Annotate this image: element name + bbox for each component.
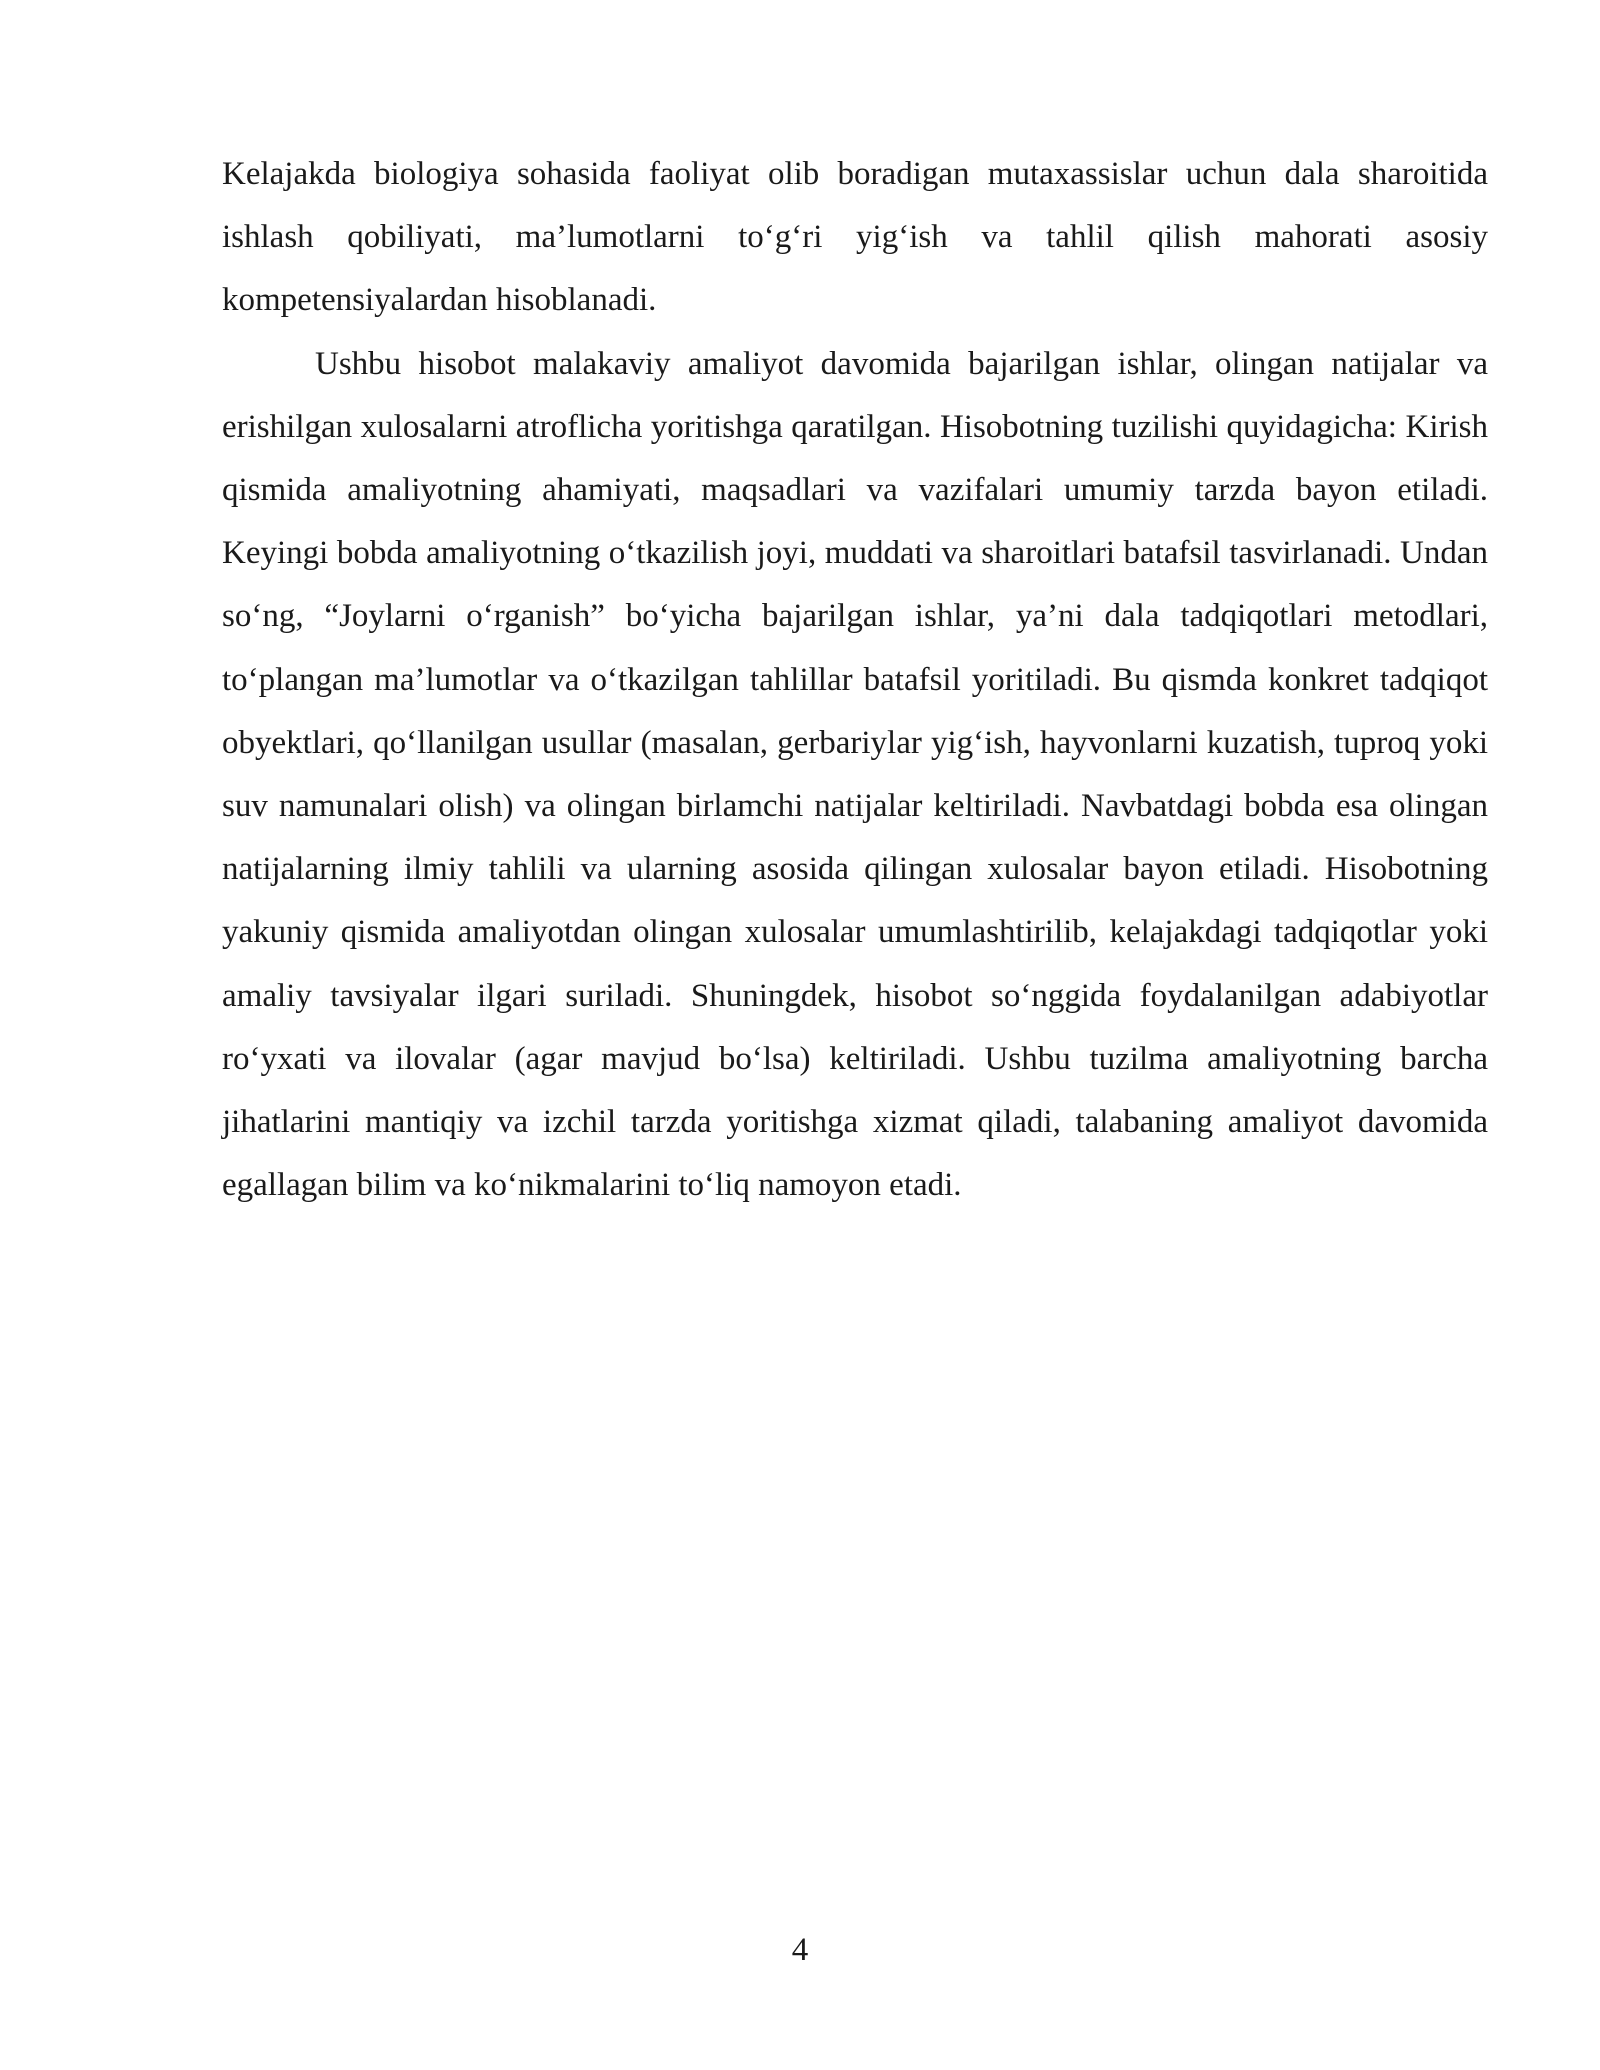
page-number: 4 xyxy=(791,1932,809,1968)
paragraph-intro: Kelajakda biologiya sohasida faoliyat olib boradigan mutaxassislar uchun dala sharoitida ishlash qobiliyati, ma’lumotlarni to‘g‘ri yig‘ish va tahlil qilish mahorati asosiy kompetensiyalardan hisoblanadi. xyxy=(222,156,1488,319)
paragraph-structure: Ushbu hisobot malakaviy amaliyot davomida bajarilgan ishlar, olingan natijalar va erishilgan xulosalarni atroflicha yoritishga qaratilgan. Hisobotning tuzilishi quyidagicha: Kirish qismida amaliyotning ahamiyati, maqsadlari va vazifalari umumiy tarzda bayon etiladi. Keyingi bobda amaliyotning o‘tkazilish joyi, muddati va sharoitlari batafsil tasvirlanadi. Undan so‘ng, “Joylarni o‘rganish” bo‘yicha bajarilgan ishlar, ya’ni dala tadqiqotlari metodlari, to‘plangan ma’lumotlar va o‘tkazilgan tahlillar batafsil yoritiladi. Bu qismda konkret tadqiqot obyektlari, qo‘llanilgan usullar (masalan, gerbariylar yig‘ish, hayvonlarni kuzatish, tuproq yoki suv namunalari olish) va olingan birlamchi natijalar keltiriladi. Navbatdagi bobda esa olingan natijalarning ilmiy tahlili va ularning asosida qilingan xulosalar bayon etiladi. Hisobotning yakuniy qismida amaliyotdan olingan xulosalar umumlashtirilib, kelajakdagi tadqiqotlar yoki amaliy tavsiyalar ilgari suriladi. Shuningdek, hisobot so‘nggida foydalanilgan adabiyotlar ro‘yxati va ilovalar (agar mavjud bo‘lsa) keltiriladi. Ushbu tuzilma amaliyotning barcha jihatlarini mantiqiy va izchil tarzda yoritishga xizmat qiladi, talabaning amaliyot davomida egallagan bilim va ko‘nikmalarini to‘liq namoyon etadi. xyxy=(222,345,1488,1204)
body-text xyxy=(222,143,1488,1217)
